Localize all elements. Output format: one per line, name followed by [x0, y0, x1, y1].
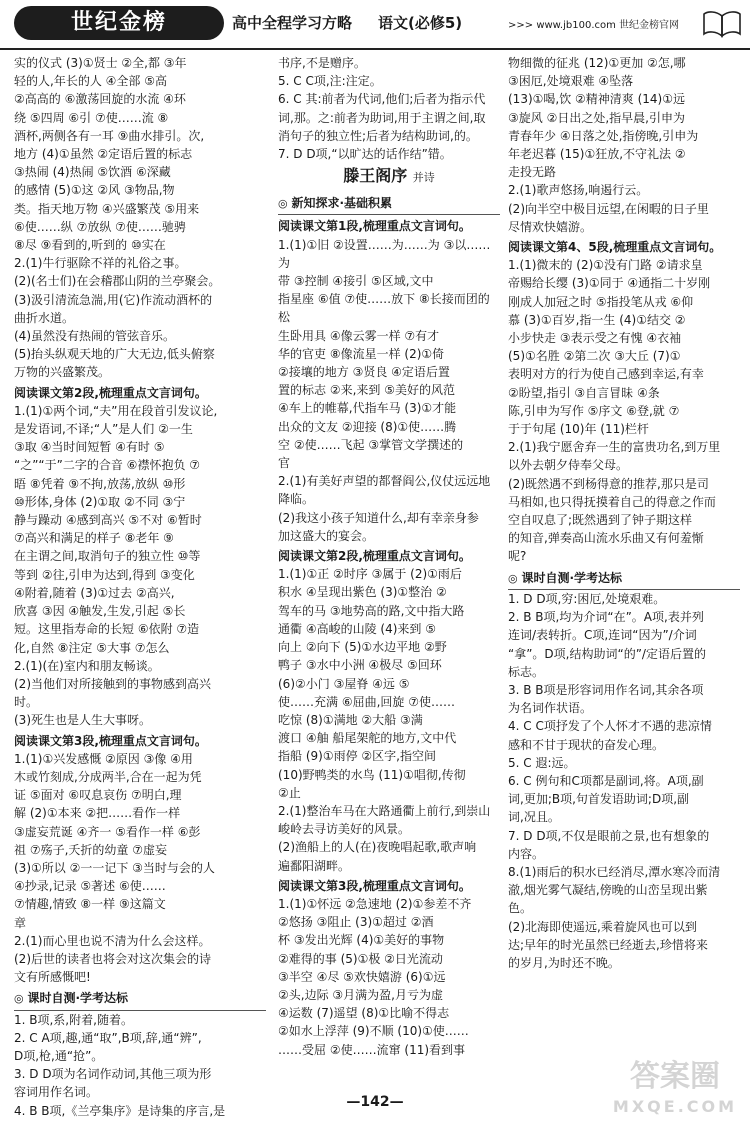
answer-line: 万物的兴盛繁茂。 [14, 365, 111, 380]
answer-line: (3)死生也是人生大事呀。 [14, 713, 151, 728]
answer-line: (6)②小门 ③屋脊 ④远 ⑤ [278, 676, 410, 691]
answer-line: 2. C A项,趣,通“取”,B项,辞,通“辨”, [14, 1030, 202, 1045]
answer-line: 1. B项,系,附着,随着。 [14, 1012, 133, 1027]
answer-line: 时。 [14, 695, 39, 710]
answer-line: 降临。 [278, 492, 315, 507]
answer-line: 内容。 [508, 846, 545, 861]
answer-line: 轻的人,年长的人 ④全部 ⑤高 [14, 74, 167, 89]
answer-line: 年老迟暮 (15)①狂放,不守礼法 ② [508, 147, 686, 162]
answer-line: 类。指天地万物 ④兴盛繁茂 ⑤用来 [14, 201, 200, 216]
answer-line: 澈,烟光雾气凝结,傍晚的山峦呈现出紫 [508, 883, 708, 898]
answer-line: 小步快走 ③表示受之有愧 ④衣袖 [508, 331, 682, 346]
answer-line: 慕 (3)①百岁,指一生 (4)①结交 ② [508, 312, 686, 327]
answer-line: 实的仪式 (3)①贤士 ②全,都 ③年 [14, 56, 187, 70]
answer-line: 词,况且。 [508, 810, 560, 825]
answer-line: 证 ⑤面对 ⑥叹息哀伤 ⑦明白,理 [14, 788, 182, 803]
page-header [0, 0, 750, 50]
answer-line: 尽情欢快嬉游。 [508, 219, 593, 234]
reading-section-heading: 阅读课文第2段,梳理重点文言词句。 [14, 385, 207, 400]
answer-line: 驾车的马 ③地势高的路,文中指大路 [278, 603, 465, 618]
answer-line: ②难得的事 (5)①极 ②日光流动 [278, 951, 443, 966]
answer-line: (5)抬头纵观天地的广大无边,低头俯察 [14, 347, 215, 362]
answer-line: (2)渔船上的人(在)夜晚唱起歌,歌声响 [278, 840, 477, 855]
website-link[interactable]: >>> www.jb100.com 世纪金榜官网 [508, 20, 680, 31]
answer-line: (2)我这小孩子知道什么,却有幸亲身参 [278, 510, 479, 525]
answer-line: 2. B B项,均为介词“在”。A项,表并列 [508, 610, 704, 625]
answer-line: 生卧用具 ④像云雾一样 ⑦有才 [278, 328, 440, 343]
answer-line: 刚成人加冠之时 ⑤指投笔从戎 ⑥仰 [508, 294, 694, 309]
answer-line: 8.(1)雨后的积水已经消尽,潭水寒冷而清 [508, 864, 721, 879]
answer-line: 鸭子 ③水中小洲 ④极尽 ⑤回环 [278, 658, 442, 673]
answer-line: 6. C 例句和C项都是副词,将。A项,副 [508, 773, 704, 788]
column-2-body [278, 194, 500, 1059]
answer-line: 2.(1)(在)室内和朋友畅谈。 [14, 658, 160, 673]
answer-line: 是发语词,不译;“人”是人们 ②一生 [14, 422, 193, 437]
answer-line: “之”“于”二字的合音 ⑥襟怀抱负 ⑦ [14, 458, 201, 473]
answer-line: ③旋风 ②日出之处,指早晨,引申为 [508, 110, 685, 125]
answer-line: 1.(1)微末的 (2)①没有门路 ②请求皇 [508, 258, 703, 273]
answer-line: 带 ③控制 ④接引 ⑤区域,文中 [278, 274, 434, 289]
lesson-title [278, 163, 500, 191]
answer-line: ③虚妄荒诞 ④齐一 ⑤看作一样 ⑥彭 [14, 824, 201, 839]
answer-line: (5)①名胜 ②第二次 ③大丘 (7)① [508, 349, 681, 364]
answer-line: (2)北海即使遥远,乘着旋风也可以到 [508, 919, 697, 934]
column-2-top [278, 54, 500, 163]
reading-section-heading: 阅读课文第3段,梳理重点文言词句。 [278, 878, 471, 893]
answer-line: 4. B B项,《兰亭集序》是诗集的序言,是 [14, 1103, 226, 1118]
answer-line: 静与躁动 ④感到高兴 ⑤不对 ⑥暂时 [14, 513, 202, 528]
answer-line: (10)野鸭类的水鸟 (11)①唱彻,传彻 [278, 767, 466, 782]
answer-line: 呢? [508, 549, 527, 564]
answer-line: 绕 ⑤四周 ⑥引 ⑦使……流 ⑧ [14, 110, 169, 125]
answer-line: 的感情 (5)①这 ②风 ③物品,物 [14, 183, 175, 198]
answer-line: 1.(1)①旧 ②设置……为……为 ③以……为 [278, 237, 491, 270]
answer-line: 章 [14, 915, 27, 930]
answer-line: ②头,边际 ③月满为盈,月亏为虚 [278, 987, 443, 1002]
lesson-title-note: 并诗 [412, 171, 435, 185]
answer-line: “拿”。D项,结构助词“的”/定语后置的 [508, 646, 706, 661]
answer-line: ②接壤的地方 ③贤良 ④定语后置 [278, 365, 450, 380]
answer-line: 物细微的征兆 (12)①更加 ②怎,哪 [508, 56, 686, 70]
answer-line: 2.(1)牛行驱除不祥的礼俗之事。 [14, 256, 187, 271]
answer-line: 2.(1)整治车马在大路通衢上前行,到崇山 [278, 803, 491, 818]
answer-line: 晤 ⑧凭着 ⑨不拘,放荡,放纵 ⑩形 [14, 476, 186, 491]
answer-line: 于于句尾 (10)年 (11)栏杆 [508, 422, 649, 437]
answer-line: 2.(1)歌声悠扬,响遏行云。 [508, 183, 649, 198]
answer-line: 积水 ④呈现出紫色 (3)①整治 ② [278, 585, 447, 600]
answer-line: 标志。 [508, 664, 545, 679]
answer-line: 峻岭去寻访美好的风景。 [278, 822, 411, 837]
answer-line: 帝赐给长缨 (3)①同于 ④通指二十岁刚 [508, 276, 711, 291]
answer-line: 短。这里指寿命的长短 ⑥依附 ⑦造 [14, 622, 200, 637]
answer-line: (3)①所以 ②一一记下 ③当时与会的人 [14, 860, 215, 875]
answer-line: 等到 ②往,引申为达到,得到 ③变化 [14, 567, 195, 582]
answer-line: 解 (2)①本来 ②把……看作一样 [14, 806, 181, 821]
open-book-icon [702, 8, 742, 38]
reading-section-heading: 阅读课文第2段,梳理重点文言词句。 [278, 549, 471, 564]
answer-line: 1.(1)①正 ②时序 ③属于 (2)①雨后 [278, 567, 462, 582]
answer-line: 5. C 遐:远。 [508, 755, 576, 770]
section-heading: ◎ 课时自测·学考达标 [14, 989, 266, 1010]
answer-line: 1. D D项,穷:困厄,处境艰难。 [508, 591, 666, 606]
answer-line: 杯 ③发出光辉 (4)①美好的事物 [278, 933, 445, 948]
answer-line: 空自叹息了;既然遇到了钟子期这样 [508, 513, 693, 528]
answer-line: 7. D D项,不仅是眼前之景,也有想象的 [508, 828, 710, 843]
subject-title: 语文(必修5) [378, 14, 463, 32]
answer-line: 5. C C项,注:注定。 [278, 74, 382, 89]
answer-line: ⑦高兴和满足的样子 ⑧老年 ⑨ [14, 531, 174, 546]
answer-line: 走投无路 [508, 165, 557, 180]
page-number: —142— [346, 1094, 404, 1110]
answer-line: 的岁月,为时还不晚。 [508, 955, 620, 970]
answer-line: ⑩形体,身体 (2)①取 ②不同 ③宁 [14, 494, 186, 509]
answer-column-3 [508, 54, 740, 972]
answer-line: 容词用作名词。 [14, 1085, 99, 1100]
answer-line: 置的标志 ②来,来到 ⑤美好的风范 [278, 383, 455, 398]
answer-line: 地方 (4)①虽然 ②定语后置的标志 [14, 147, 193, 162]
answer-line: ③困厄,处境艰难 ④坠落 [508, 74, 634, 89]
answer-line: 青春年少 ④日落之处,指傍晚,引申为 [508, 128, 699, 143]
answer-column-1 [14, 54, 266, 1120]
answer-line: 4. C C项抒发了个人怀才不遇的悲凉情 [508, 719, 712, 734]
answer-line: 书序,不是赠序。 [278, 56, 366, 70]
answer-line: 色。 [508, 901, 533, 916]
answer-line: 通衢 ④高峻的山陵 (4)来到 ⑤ [278, 621, 436, 636]
answer-line: ④车上的帷幕,代指车马 (3)①才能 [278, 401, 457, 416]
answer-line: 的知音,弹奏高山流水乐曲又有何羞惭 [508, 531, 704, 546]
answer-line: 词,那。之:前者为助词,用于主谓之间,取 [278, 110, 486, 125]
answer-line: (2)(名士们)在会稽郡山阴的兰亭聚会。 [14, 274, 221, 289]
section-heading: ◎ 新知探求·基础积累 [278, 194, 500, 215]
answer-line: 在主谓之间,取消句子的独立性 ⑩等 [14, 549, 201, 564]
answer-line: (2)后世的读者也将会对这次集会的诗 [14, 951, 211, 966]
answer-line: 1.(1)①两个词,“夫”用在段首引发议论, [14, 403, 218, 418]
answer-line: ②悠扬 ③阻止 (3)①超过 ②酒 [278, 915, 434, 930]
answer-line: 连词/表转折。C项,连词“因为”/介词 [508, 628, 697, 643]
answer-line: ③取 ④当时间短暂 ④有时 ⑤ [14, 440, 165, 455]
watermark-logo [610, 1059, 740, 1122]
answer-line: 指星座 ⑥值 ⑦使……放下 ⑧长接而团的松 [278, 292, 490, 325]
answer-line: ②高高的 ⑥激荡回旋的水流 ④环 [14, 92, 186, 107]
answer-line: 吃惊 (8)①满地 ②大船 ③满 [278, 712, 423, 727]
answer-line: (2)向半空中极目远望,在闲暇的日子里 [508, 201, 709, 216]
answer-line: ④抄录,记录 ⑤著述 ⑥使…… [14, 879, 166, 894]
answer-line: (13)①喝,饮 ②精神清爽 (14)①远 [508, 92, 685, 107]
answer-line: 指船 (9)①雨停 ②区字,指空间 [278, 749, 436, 764]
answer-column-2 [278, 54, 500, 1059]
lesson-title-text: 滕王阁序 [343, 166, 408, 186]
answer-line: 3. D D项为名词作动词,其他三项为形 [14, 1067, 212, 1082]
answer-line: 华的官吏 ⑧像流星一样 (2)①倚 [278, 346, 445, 361]
answer-line: 向上 ②向下 (5)①水边平地 ②野 [278, 640, 447, 655]
answer-line: 2.(1)我宁愿舍弃一生的富贵功名,到万里 [508, 440, 721, 455]
answer-line: ③热闹 (4)热闹 ⑤饮酒 ⑥深藏 [14, 165, 171, 180]
answer-line: (2)当他们对所接触到的事物感到高兴 [14, 676, 211, 691]
book-series-title: 高中全程学习方略 [232, 14, 353, 32]
answer-line: ④运数 (7)遥望 (8)①比喻不得志 [278, 1006, 450, 1021]
answer-line: (2)既然遇不到杨得意的推荐,那只是司 [508, 476, 709, 491]
answer-line: 感和不甘于现状的奋发心理。 [508, 737, 665, 752]
answer-line: 消句子的独立性;后者为结构助词,的。 [278, 128, 478, 143]
answer-line: 祖 ⑦殇子,夭折的幼童 ⑦虚妄 [14, 842, 167, 857]
answer-line: 渡口 ④舳 船尾架舵的地方,文中代 [278, 731, 457, 746]
answer-line: (4)虽然没有热闹的管弦音乐。 [14, 329, 175, 344]
watermark-sub: MXQE.COM [612, 1097, 738, 1116]
answer-line: 为名词作状语。 [508, 701, 593, 716]
answer-line: 木或竹刻成,分成两半,合在一起为凭 [14, 769, 202, 784]
watermark-main: 答案圈 [630, 1059, 720, 1094]
answer-line: ②如水上浮萍 (9)不顺 (10)①使…… [278, 1024, 469, 1039]
answer-line: ……受屈 ②使……流窜 (11)看到事 [278, 1042, 466, 1057]
brand-logo: 世纪金榜 [14, 6, 224, 40]
answer-line: 达;早年的时光虽然已经逝去,珍惜将来 [508, 937, 708, 952]
answer-line: 加这盛大的宴会。 [278, 528, 375, 543]
answer-line: 文有所感慨吧! [14, 970, 91, 985]
answer-line: D项,枪,通“抢”。 [14, 1048, 104, 1063]
answer-line: ⑥使……纵 ⑦放纵 ⑦使……驰骋 [14, 219, 186, 234]
answer-line: ②止 [278, 785, 301, 800]
reading-section-heading: 阅读课文第4、5段,梳理重点文言词句。 [508, 240, 722, 255]
answer-line: 以外去朝夕侍奉父母。 [508, 458, 629, 473]
answer-line: 欣喜 ③因 ④触发,生发,引起 ⑤长 [14, 604, 186, 619]
answer-line: 1.(1)①兴发感慨 ②原因 ③像 ④用 [14, 751, 193, 766]
answer-line: 6. C 其:前者为代词,他们;后者为指示代 [278, 92, 486, 107]
answer-line: 酒杯,两侧各有一耳 ⑨曲水排引。次, [14, 128, 205, 143]
answer-line: 1.(1)①怀远 ②急速地 (2)①参差不齐 [278, 896, 472, 911]
answer-line: 遍鄱阳湖畔。 [278, 858, 351, 873]
answer-line: 2.(1)而心里也说不清为什么会这样。 [14, 933, 211, 948]
answer-line: 表明对方的行为使自己感到幸运,有幸 [508, 367, 704, 382]
answer-line: 使……充满 ⑥屈曲,回旋 ⑦使…… [278, 694, 455, 709]
answer-line: ⑦情趣,情致 ⑧一样 ⑨这篇文 [14, 897, 166, 912]
answer-line: ⑧尽 ⑨看到的,听到的 ⑩实在 [14, 238, 166, 253]
answer-line: 官 [278, 456, 291, 471]
answer-line: 曲折水道。 [14, 310, 75, 325]
section-heading: ◎ 课时自测·学考达标 [508, 569, 740, 590]
answer-line: 7. D D项,“以旷达的话作结”错。 [278, 147, 452, 162]
answer-line: 化,自然 ⑧注定 ⑤大事 ⑦怎么 [14, 640, 170, 655]
answer-line: 词,更加;B项,句首发语助词;D项,副 [508, 792, 690, 807]
answer-line: (3)汲引清流急湍,用(它)作流动酒杯的 [14, 292, 213, 307]
answer-line: 空 ②使……飞起 ③掌管文学撰述的 [278, 437, 464, 452]
answer-line: ③半空 ④尽 ⑤欢快嬉游 (6)①远 [278, 969, 446, 984]
answer-line: 出众的文友 ②迎接 (8)①使……腾 [278, 419, 457, 434]
answer-line: 陈,引申为写作 ⑤序文 ⑥登,就 ⑦ [508, 403, 680, 418]
answer-line: ④附着,随着 (3)①过去 ②高兴, [14, 585, 175, 600]
answer-line: 2.(1)有美好声望的都督阎公,仪仗远远地 [278, 474, 491, 489]
answer-line: ②盼望,指引 ③自言冒昧 ④条 [508, 385, 660, 400]
answer-line: 马相如,也只得抚摸着自己的得意之作而 [508, 494, 716, 509]
reading-section-heading: 阅读课文第1段,梳理重点文言词句。 [278, 219, 471, 234]
reading-section-heading: 阅读课文第3段,梳理重点文言词句。 [14, 733, 207, 748]
answer-line: 3. B B项是形容词用作名词,其余各项 [508, 682, 704, 697]
